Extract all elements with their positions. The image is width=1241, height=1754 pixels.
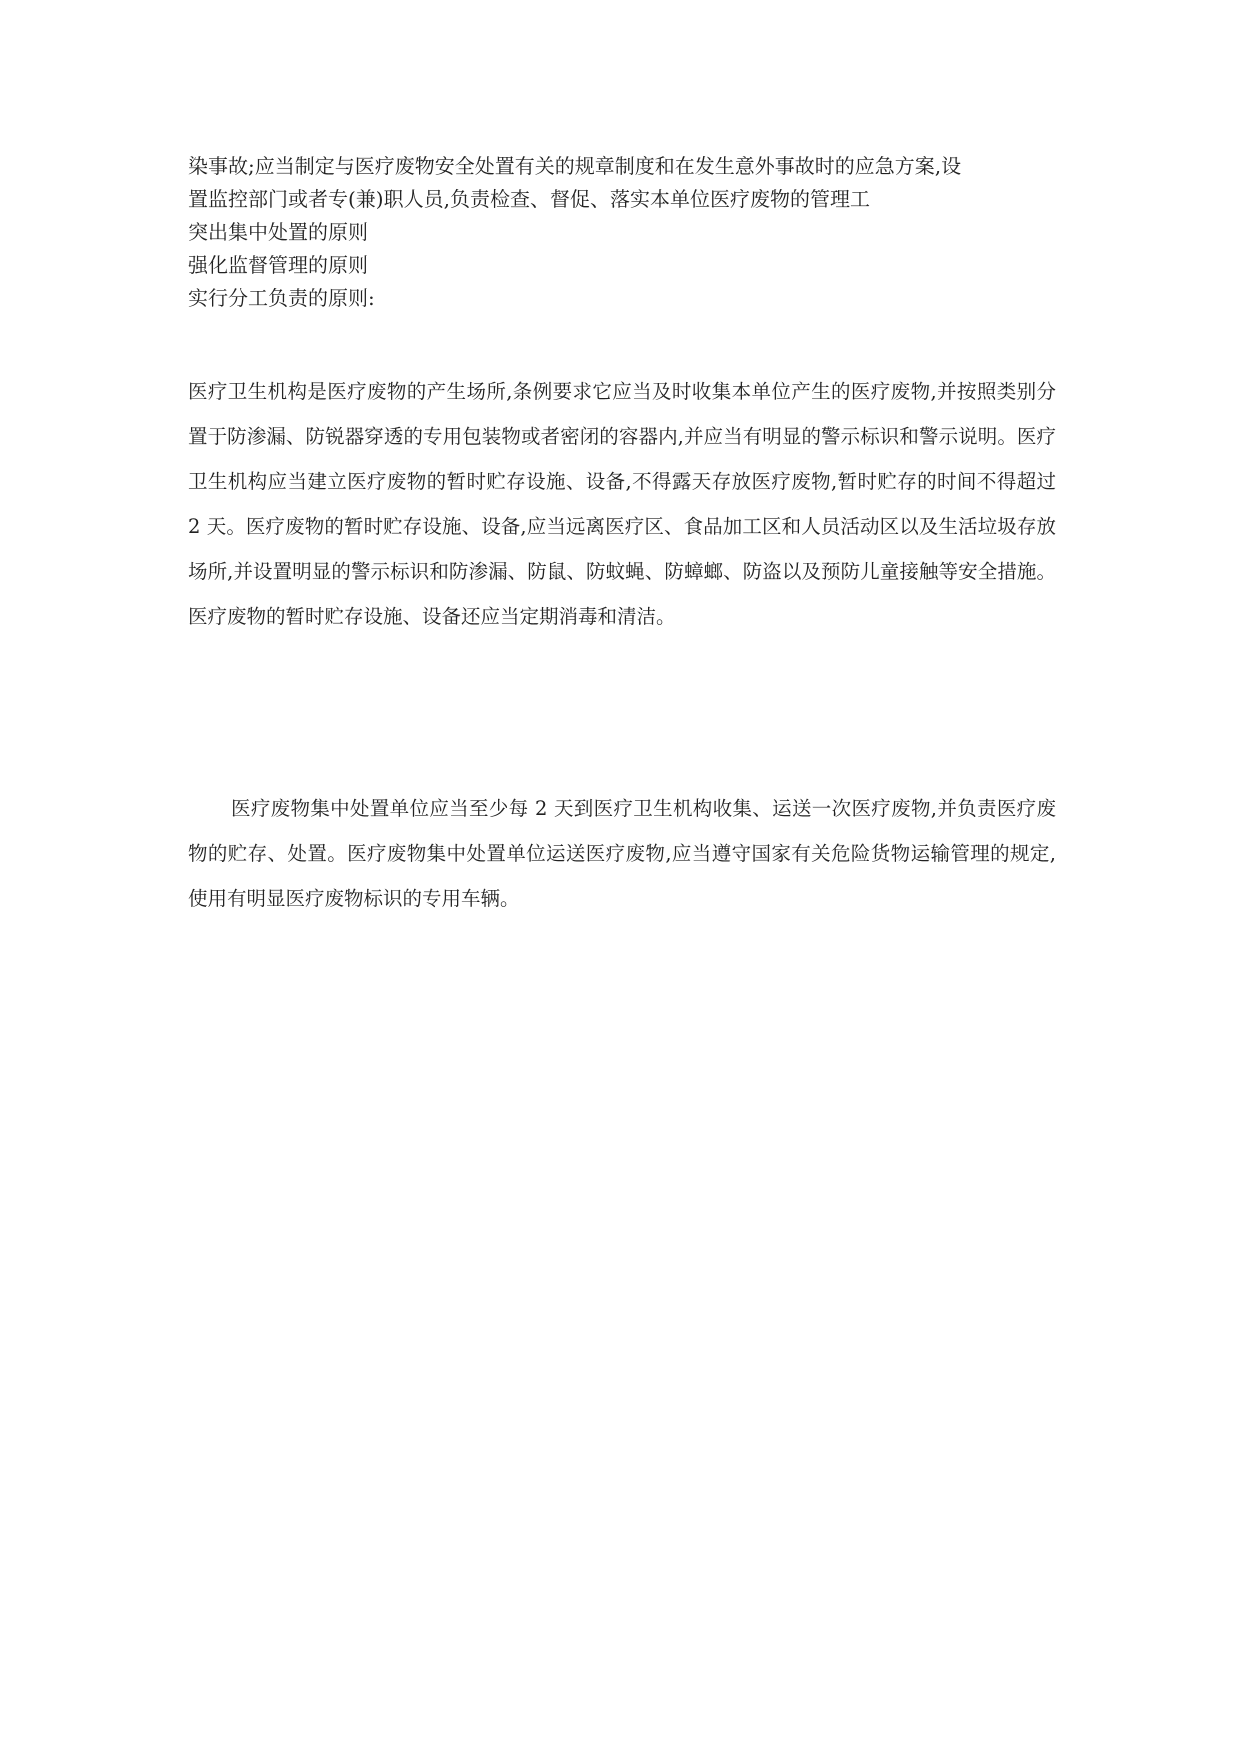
principle-line: 突出集中处置的原则 [188, 220, 368, 244]
text-line: 置监控部门或者专(兼)职人员,负责检查、督促、落实本单位医疗废物的管理工 [188, 187, 870, 211]
body-paragraph: 医疗废物集中处置单位应当至少每 2 天到医疗卫生机构收集、运送一次医疗废物,并负责医疗废物的贮存、处置。医疗废物集中处置单位运送医疗废物,应当遵守国家有关危险货物运输管理的规定,使用有明显医疗废物标识的专用车辆。 [188, 796, 1056, 910]
principle-line: 强化监督管理的原则 [188, 253, 368, 277]
principle-line: 实行分工负责的原则: [188, 286, 375, 310]
text-line: 染事故;应当制定与医疗废物安全处置有关的规章制度和在发生意外事故时的应急方案,设 [188, 154, 962, 178]
body-paragraph: 医疗卫生机构是医疗废物的产生场所,条例要求它应当及时收集本单位产生的医疗废物,并按照类别分置于防渗漏、防锐器穿透的专用包装物或者密闭的容器内,并应当有明显的警示标识和警示说明。医疗卫生机构应当建立医疗废物的暂时贮存设施、设备,不得露天存放医疗废物,暂时贮存的时间不得超过 2 天。医疗废物的暂时贮存设施、设备,应当远离医疗区、食品加工区和人员活动区以及生活垃圾存放场所,并设置明显的警示标识和防渗漏、防鼠、防蚊蝇、防蟑螂、防盗以及预防儿童接触等安全措施。医疗废物的暂时贮存设施、设备还应当定期消毒和清洁。 [188, 379, 1056, 628]
header-text-block [188, 150, 1058, 315]
